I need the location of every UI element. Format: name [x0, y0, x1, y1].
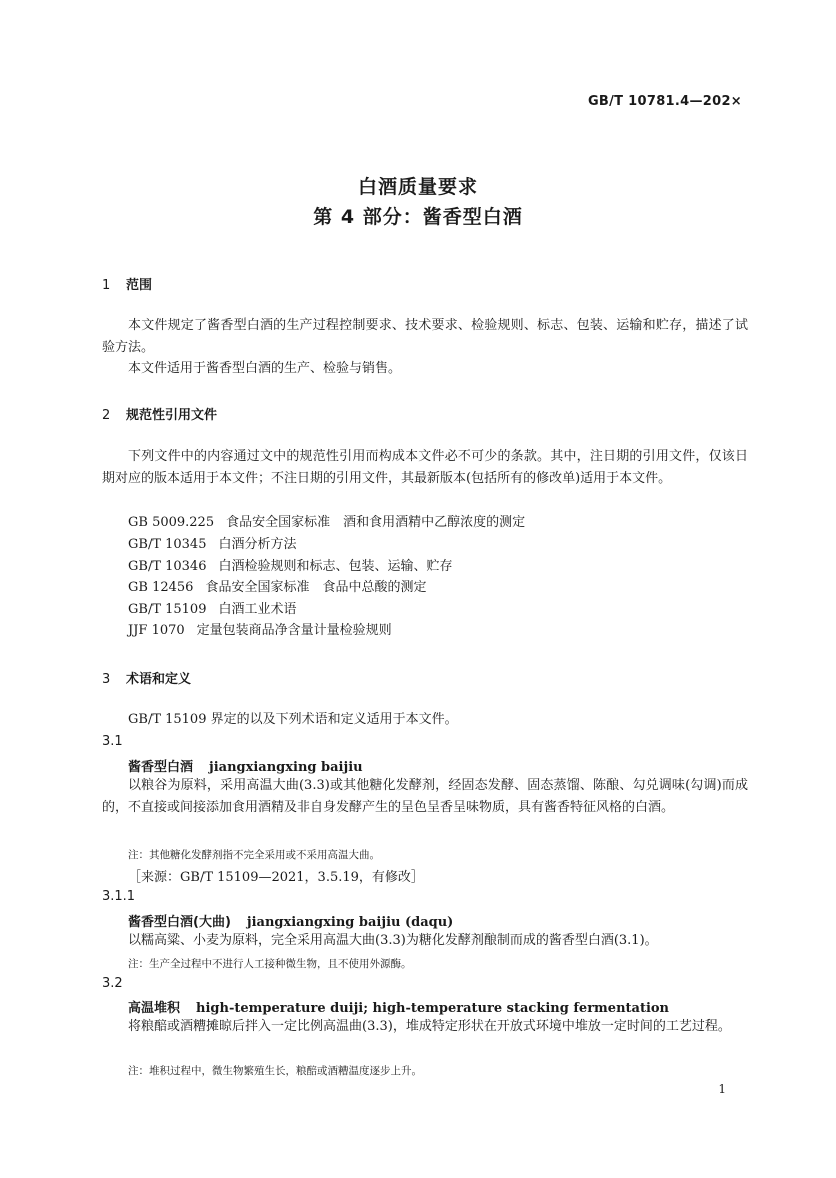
term-zh: 酱香型白酒 [128, 760, 194, 775]
paragraph: 本文件规定了酱香型白酒的生产过程控制要求、技术要求、检验规则、标志、包装、运输和贮存，描述了试验方法。 [102, 318, 748, 355]
section-title: 规范性引用文件 [126, 408, 218, 423]
normative-reference [128, 599, 297, 621]
normative-reference [128, 534, 297, 556]
reference-code: JJF 1070 [128, 623, 185, 638]
reference-code: GB 5009.225 [128, 515, 215, 530]
section-2-heading [102, 404, 217, 423]
normative-reference [128, 620, 392, 642]
term-heading [128, 756, 363, 775]
term-definition: 以粮谷为原料，采用高温大曲(3.3)或其他糖化发酵剂，经固态发酵、固态蒸馏、陈酿、勾兑调味(勾调)而成的，不直接或间接添加食用酒精及非自身发酵产生的呈色呈香呈味物质，具有酱香特征风格的白酒。 [102, 778, 748, 815]
note: 注：其他糖化发酵剂指不完全采用或不采用高温大曲。 [128, 849, 380, 861]
reference-code: GB/T 10346 [128, 559, 207, 574]
section-number: 3 [102, 672, 111, 687]
term-heading [128, 997, 669, 1016]
section-1-heading [102, 274, 152, 293]
term-definition: 以糯高粱、小麦为原料，完全采用高温大曲(3.3)为糖化发酵剂酿制而成的酱香型白酒(3.1)。 [128, 933, 658, 948]
normative-reference [128, 556, 453, 578]
reference-code: GB/T 10345 [128, 537, 207, 552]
paragraph: 本文件适用于酱香型白酒的生产、检验与销售。 [128, 361, 402, 376]
clause-number: 3.2 [102, 976, 123, 991]
paragraph: GB/T 15109 界定的以及下列术语和定义适用于本文件。 [128, 712, 458, 727]
term-en: jiangxiangxing baijiu [209, 760, 363, 775]
section-title: 范围 [126, 278, 153, 293]
normative-reference [128, 577, 426, 599]
clause-number: 3.1.1 [102, 889, 136, 904]
section-number: 2 [102, 408, 111, 423]
term-definition: 将粮醅或酒糟摊晾后拌入一定比例高温曲(3.3)，堆成特定形状在开放式环境中堆放一定时间的工艺过程。 [128, 1019, 731, 1034]
term-heading [128, 911, 453, 930]
reference-code: GB 12456 [128, 580, 194, 595]
reference-title: 定量包装商品净含量计量检验规则 [196, 623, 392, 638]
note: 注：堆积过程中，微生物繁殖生长，粮醅或酒糟温度逐步上升。 [128, 1065, 422, 1077]
reference-title: 食品安全国家标准 酒和食用酒精中乙醇浓度的测定 [226, 515, 526, 530]
term-zh: 酱香型白酒(大曲) [128, 915, 231, 930]
reference-title: 白酒分析方法 [218, 537, 297, 552]
term-en: high-temperature duiji; high-temperature stacking fermentation [196, 1001, 670, 1016]
standard-code: GB/T 10781.4—202× [587, 94, 742, 109]
term-en: jiangxiangxing baijiu (daqu) [246, 915, 454, 930]
reference-code: GB/T 15109 [128, 602, 207, 617]
reference-title: 食品安全国家标准 食品中总酸的测定 [205, 580, 427, 595]
normative-reference [128, 512, 525, 534]
source-citation: ［来源：GB/T 15109—2021，3.5.19，有修改］ [128, 870, 424, 885]
section-title: 术语和定义 [126, 672, 192, 687]
paragraph: 下列文件中的内容通过文中的规范性引用而构成本文件必不可少的条款。其中，注日期的引用文件，仅该日期对应的版本适用于本文件；不注日期的引用文件，其最新版本(包括所有的修改单)适用于本文件。 [102, 449, 748, 486]
reference-title: 白酒工业术语 [218, 602, 297, 617]
reference-title: 白酒检验规则和标志、包装、运输、贮存 [218, 559, 453, 574]
clause-number: 3.1 [102, 734, 123, 749]
note: 注：生产全过程中不进行人工接种微生物，且不使用外源酶。 [128, 958, 412, 970]
term-zh: 高温堆积 [128, 1001, 181, 1016]
section-3-heading [102, 668, 191, 687]
document-title: 白酒质量要求 [357, 176, 478, 198]
document-subtitle: 第 4 部分：酱香型白酒 [313, 206, 523, 228]
page-number: 1 [718, 1082, 726, 1096]
section-number: 1 [102, 278, 111, 293]
